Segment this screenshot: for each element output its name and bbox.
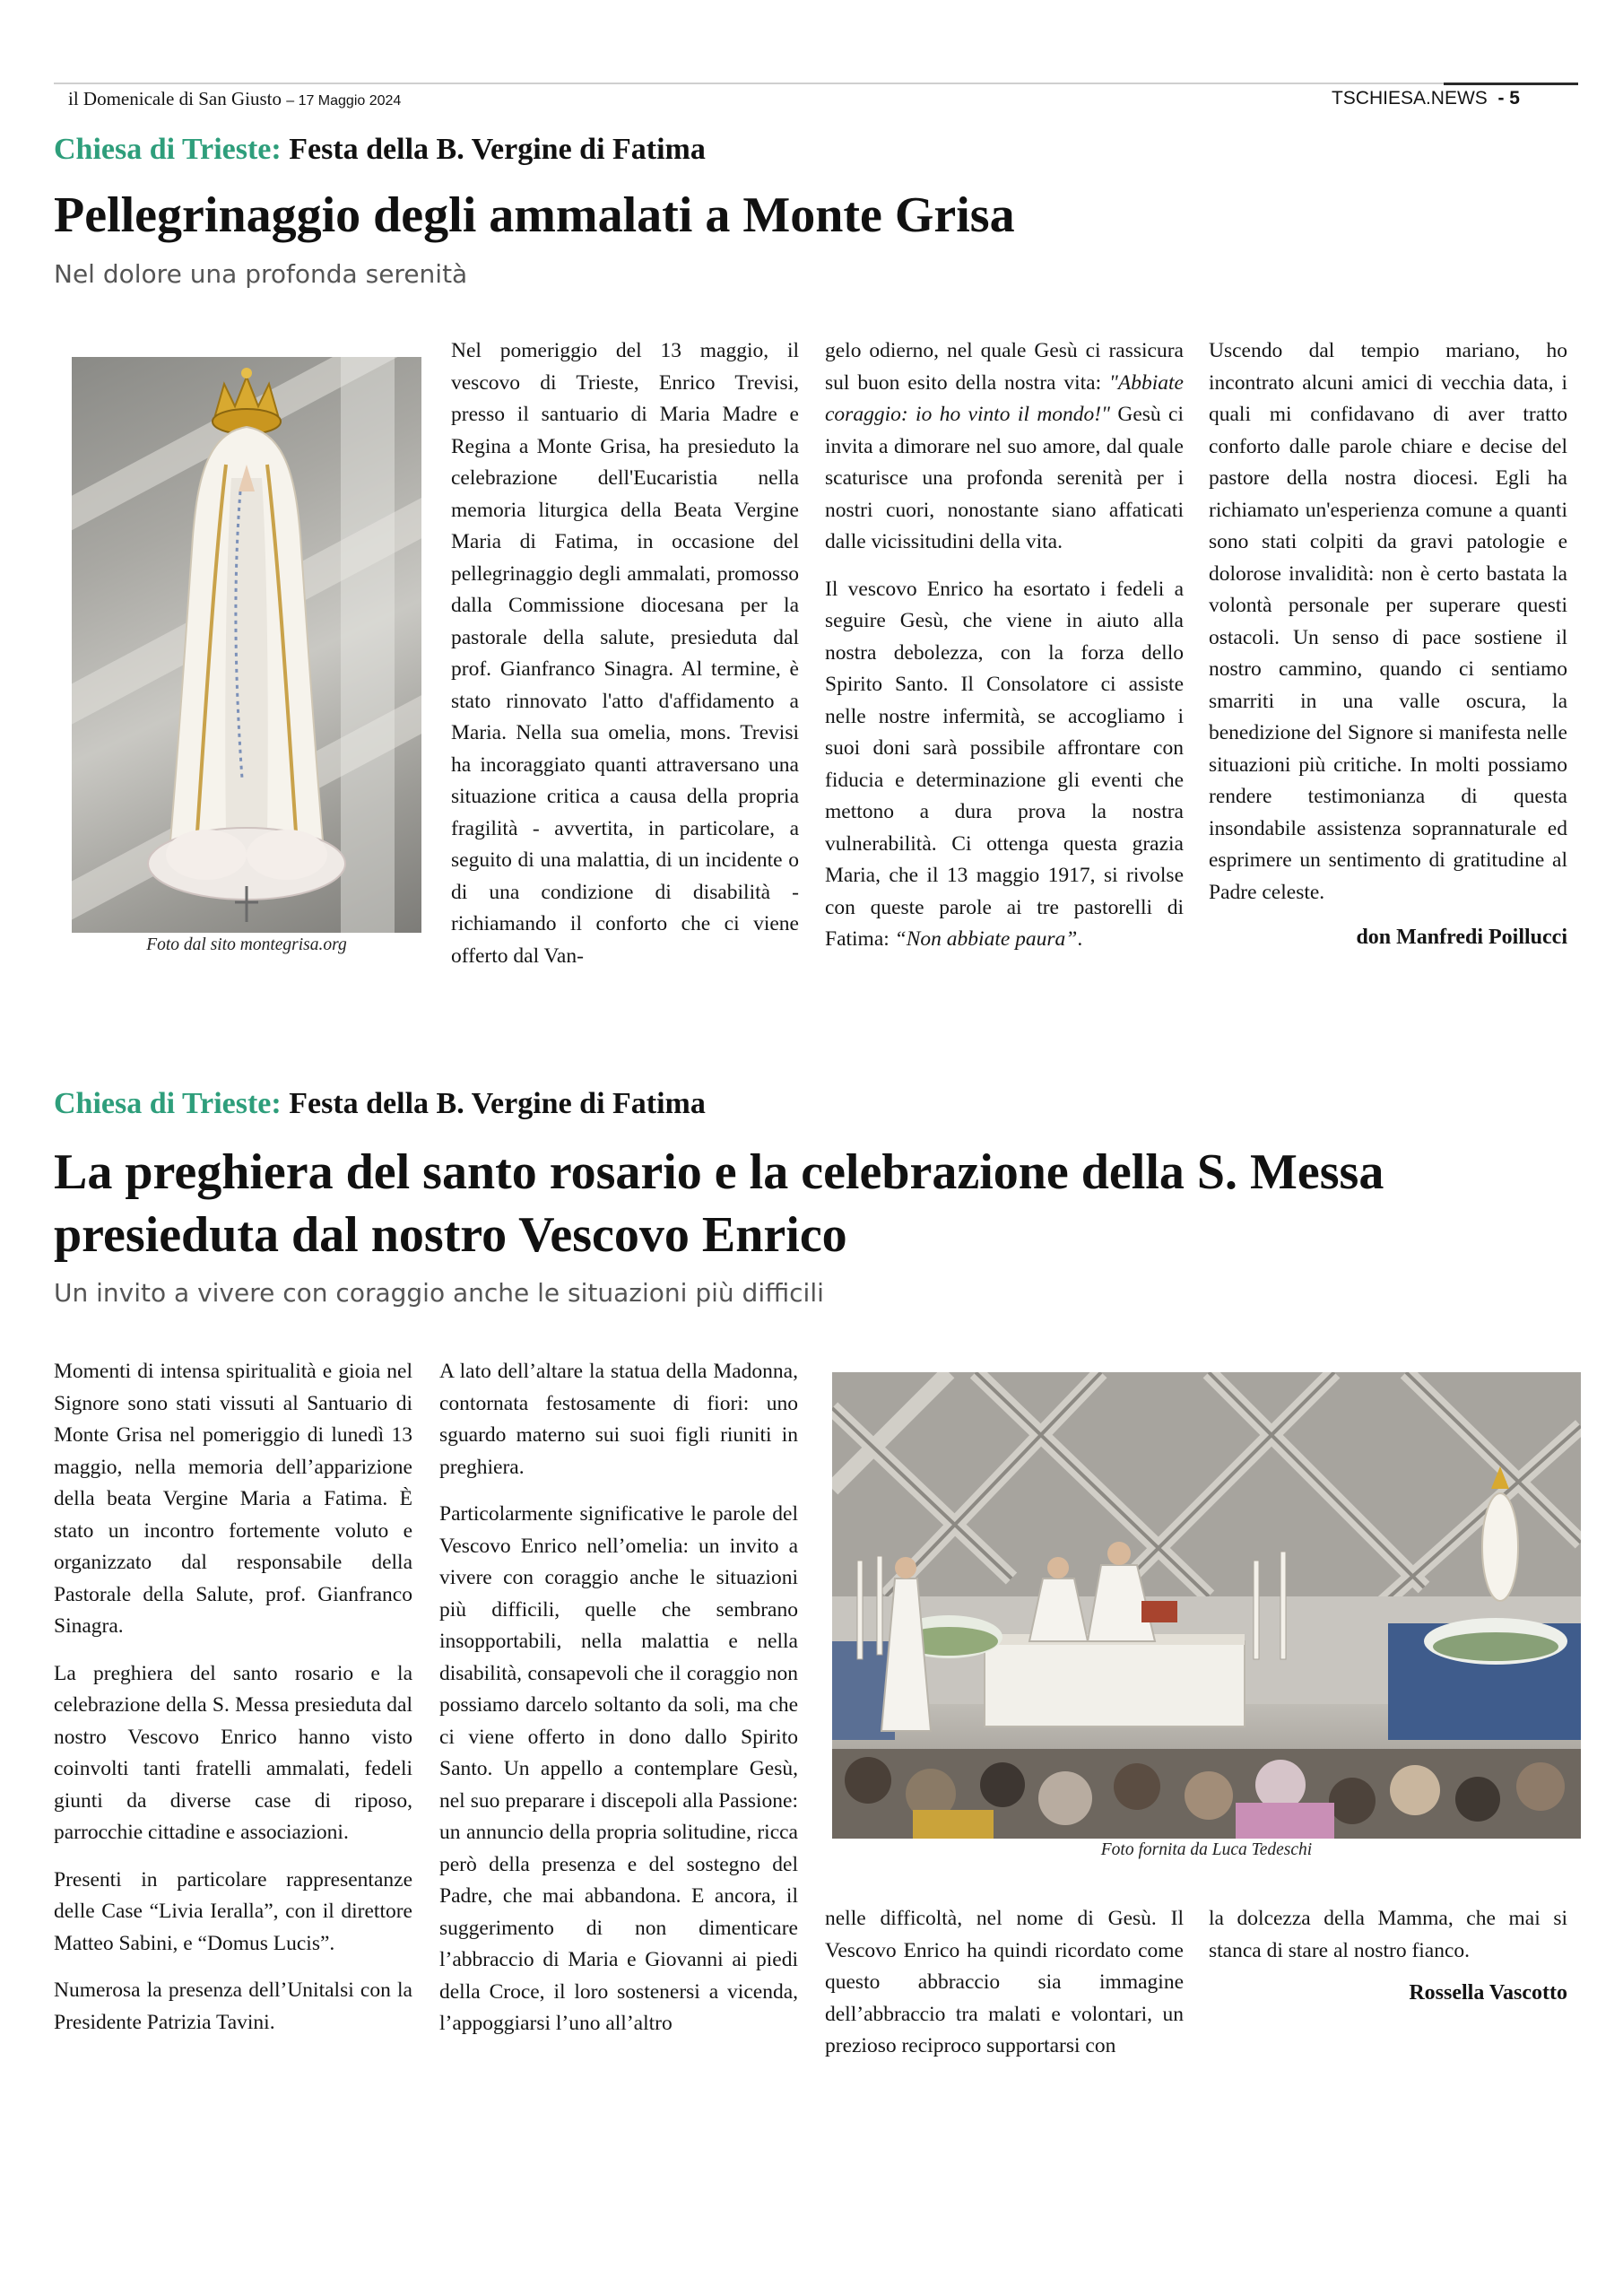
article2-title-line-2: presieduta dal nostro Vescovo Enrico (54, 1207, 847, 1263)
mass-celebration-photo (832, 1372, 1581, 1839)
article2-column-3 (825, 1903, 1184, 2063)
article1-col2-paragraph-2: Il vescovo Enrico ha esortato i fedeli a seguire Gesù, che viene in aiuto alla nostra debolezza, con la forza dello Spirito Santo. Il Consolatore ci assiste nelle nostre infermità, se accogliamo i suoi doni sarà possibile affrontare con fiducia e determinazione gli eventi che mettono a dura prova la nostra vulnerabilità. Ci ottenga questa grazia Maria, che il 13 maggio 1917, si rivolse con queste parole ai tre pastorelli di Fatima: “Non abbiate paura”. (825, 577, 1184, 951)
page-number: - 5 (1497, 88, 1520, 109)
header-rule-accent (1444, 83, 1578, 85)
col2-quote-2: “Non abbiate paura” (894, 927, 1078, 951)
article1-photo-caption: Foto dal sito montegrisa.org (146, 935, 347, 954)
article2-col1-paragraph-3: Presenti in particolare rappresentanze delle Case “Livia Ieralla”, con il direttore Matteo Sabini, e “Domus Lucis”. (54, 1867, 412, 1955)
article1-column-3 (1209, 335, 1567, 909)
header-rule (54, 83, 1578, 84)
article2-col3-paragraph: nelle difficoltà, nel nome di Gesù. Il Vescovo Enrico ha quindi ricordato come questo abbraccio sia immagine dell’abbraccio tra malati e volontari, un prezioso reciproco supportarsi con (825, 1907, 1184, 2057)
article1-col3-paragraph: Uscendo dal tempio mariano, ho incontrato alcuni amici di vecchia data, i quali mi confidavano di aver tratto conforto dalle parole chiare e decise del pastore della nostra diocesi. Egli ha richiamato un'esperienza comune a quanti sono stati colpiti da gravi patologie e dolorose invalidità: non è certo bastata la volontà personale per superare questi ostacoli. Un senso di pace sostiene il nostro cammino, quando ci sentiamo smarriti in una valle oscura, la benedizione del Signore si manifesta nelle situazioni più critiche. In molti possiamo rendere testimonianza di questa insondabile assistenza soprannaturale ed esprimere un sentimento di gratitudine al Padre celeste. (1209, 339, 1567, 904)
article2-col1-paragraph-2: La preghiera del santo rosario e la celebrazione della S. Messa presieduta dal nostro Vescovo Enrico hanno visto coinvolti tanti fratelli ammalati, fedeli giunti da diverse case di riposo, parrocchie cittadine e associazioni. (54, 1661, 412, 1844)
header-publication (68, 86, 401, 114)
article2-column-1 (54, 1356, 412, 2039)
article1-col1-paragraph: Nel pomeriggio del 13 maggio, il vescovo di Trieste, Enrico Trevisi, presso il santuario di Maria Madre e Regina a Monte Grisa, ha presieduto la celebrazione dell'Eucaristia nella memoria liturgica della Beata Vergine Maria di Fatima, in occasione del pellegrinaggio degli ammalati, promosso dalla Commissione diocesana per la pastorale della salute, presieduta dal prof. Gianfranco Sinagra. Al termine, è stato rinnovato l'atto d'affidamento a Maria. Nella sua omelia, mons. Trevisi ha incoraggiato quanti attraversano una situazione critica a causa della propria fragilità - avvertita, in particolare, a seguito di una malattia, di un incidente o di una condizione di disabilità - richiamando il conforto che ci viene offerto dal Van- (451, 339, 799, 968)
article1-column-2 (825, 335, 1184, 956)
article2-col4-paragraph: la dolcezza della Mamma, che mai si stanca di stare al nostro fianco. (1209, 1907, 1567, 1962)
article2-photo-caption: Foto fornita da Luca Tedeschi (1100, 1840, 1313, 1859)
kicker-topic: Festa della B. Vergine di Fatima (289, 133, 706, 166)
madonna-statue-photo (72, 357, 421, 933)
publication-date: – 17 Maggio 2024 (286, 93, 402, 109)
article2-title-line-1: La preghiera del santo rosario e la celebrazione della S. Messa (54, 1144, 1384, 1200)
article2-col1-paragraph-4: Numerosa la presenza dell’Unitalsi con la Presidente Patrizia Tavini. (54, 1979, 412, 2034)
article2-col2-paragraph-2: Particolarmente significative le parole del Vescovo Enrico nell’omelia: un invito a vivere con coraggio anche le situazioni più difficili, quelle che sembrano insopportabili, nella malattia e nella disabilità, consapevoli che il coraggio non possiamo darcelo soltanto da soli, ma che ci viene offerto in dono dallo Spirito Santo. Un appello a contemplare Gesù, nel suo preparare i discepoli alla Passione: un annuncio della propria solitudine, ricca però della presenza e del sostegno del Padre, che mai abbandona. E ancora, il suggerimento di non dimenticare l’abbraccio di Maria e Giovanni ai piedi della Croce, il loro sostenersi a vicenda, l’appoggiarsi l’uno all’altro (439, 1502, 798, 2035)
kicker-topic-2: Festa della B. Vergine di Fatima (289, 1087, 706, 1120)
col2-text: gelo odierno, nel quale Gesù ci rassicura sul buon esito della nostra vita: (825, 339, 1184, 395)
article1-kicker (54, 131, 706, 169)
article2-column-4 (1209, 1903, 1567, 1967)
article2-kicker (54, 1085, 706, 1123)
article2-subtitle: Un invito a vivere con coraggio anche le situazioni più difficili (54, 1278, 824, 1308)
article2-column-2 (439, 1356, 798, 2040)
article1-column-1 (451, 335, 799, 972)
col2-quote: "Abbiate coraggio: io ho vinto il mondo!" (825, 370, 1184, 426)
article1-signature: don Manfredi Poillucci (1356, 926, 1567, 949)
article2-col2-paragraph-1: A lato dell’altare la statua della Madonna, contornata festosamente di fiori: uno sguardo materno sui suoi figli riuniti in preghiera. (439, 1360, 798, 1479)
article1-subtitle: Nel dolore una profonda serenità (54, 259, 468, 289)
publication-name: il Domenicale di San Giusto (68, 88, 282, 109)
church-illustration (832, 1372, 1581, 1839)
kicker-section-2: Chiesa di Trieste: (54, 1087, 282, 1120)
article2-col1-paragraph-1: Momenti di intensa spiritualità e gioia nel Signore sono stati vissuti al Santuario di Monte Grisa nel pomeriggio di lunedì 13 maggio, nella memoria dell’apparizione della beata Vergine Maria a Fatima. È stato un incontro fortemente voluto e organizzato dal responsabile della Pastorale della Salute, prof. Gianfranco Sinagra. (54, 1360, 412, 1638)
col2-text-cont: Gesù ci invita a dimorare nel suo amore, dal quale scaturisce una profonda serenità per i nostri cuori, nonostante siano affaticati dalle vicissitudini della vita. (825, 403, 1185, 553)
site-name: TSCHIESA.NEWS (1331, 88, 1488, 109)
kicker-section: Chiesa di Trieste: (54, 133, 282, 166)
statue-illustration (72, 357, 421, 933)
article2-signature: Rossella Vascotto (1409, 1981, 1567, 2005)
header-site (1332, 86, 1520, 111)
article1-title: Pellegrinaggio degli ammalati a Monte Grisa (54, 187, 1015, 243)
col2-text-2: Il vescovo Enrico ha esortato i fedeli a seguire Gesù, che viene in aiuto alla nostra debolezza, con la forza dello Spirito Santo. Il Consolatore ci assiste nelle nostre infermità, se accogliamo i suoi doni sarà possibile affrontare con fiducia e determinazione gli eventi che mettono a dura prova la nostra vulnerabilità. Ci ottenga questa grazia Maria, che il 13 maggio 1917, si rivolse con queste parole ai tre pastorelli di Fatima: (825, 577, 1184, 951)
article1-col2-paragraph-1 (825, 335, 1184, 559)
